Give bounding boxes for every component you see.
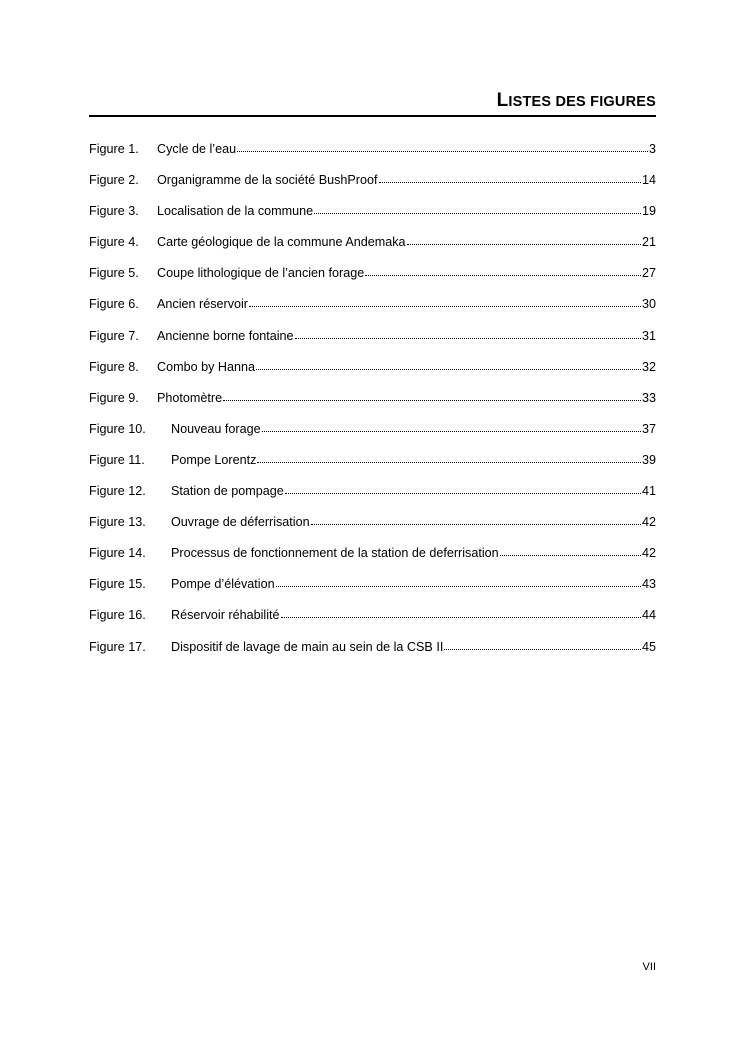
toc-entry-label: Figure 8.	[89, 359, 139, 374]
toc-entry-page: 14	[641, 173, 656, 188]
toc-entry-title: Organigramme de la société BushProof	[157, 173, 378, 188]
toc-entry-title: Combo by Hanna	[157, 359, 256, 374]
dot-leader	[285, 483, 641, 495]
toc-entry-title: Ancien réservoir	[157, 297, 248, 312]
toc-entry-label: Figure 17.	[89, 639, 146, 654]
toc-entry-title: Pompe Lorentz	[171, 452, 257, 467]
figure-list	[89, 140, 656, 669]
title-underline	[89, 115, 656, 117]
toc-entry-page: 3	[648, 142, 656, 156]
page-title-initial: L	[496, 90, 509, 111]
toc-entry[interactable]	[89, 358, 656, 389]
toc-entry-title: Dispositif de lavage de main au sein de la CSB II	[171, 639, 444, 654]
toc-entry-label: Figure 14.	[89, 546, 146, 561]
toc-entry-page: 39	[641, 452, 656, 467]
toc-entry-title: Cycle de l’eau	[157, 142, 237, 156]
dot-leader	[249, 296, 641, 308]
toc-entry[interactable]	[89, 420, 656, 451]
toc-entry-page: 42	[641, 546, 656, 561]
toc-entry[interactable]	[89, 482, 656, 513]
toc-entry-label: Figure 7.	[89, 328, 139, 343]
toc-entry-page: 43	[641, 577, 656, 592]
toc-entry-title: Station de pompage	[171, 484, 284, 499]
dot-leader	[276, 576, 641, 588]
toc-entry[interactable]	[89, 202, 656, 233]
dot-leader	[262, 421, 641, 433]
dot-leader	[311, 514, 641, 526]
toc-entry-label: Figure 5.	[89, 266, 139, 281]
toc-entry-page: 30	[641, 297, 656, 312]
dot-leader	[237, 141, 648, 153]
toc-entry-label: Figure 12.	[89, 484, 146, 499]
toc-entry-page: 32	[641, 359, 656, 374]
toc-entry-page: 27	[641, 266, 656, 281]
toc-entry-label: Figure 9.	[89, 390, 139, 405]
toc-entry-title: Pompe d’élévation	[171, 577, 275, 592]
toc-entry-title: Ancienne borne fontaine	[157, 328, 294, 343]
page-number: VII	[642, 961, 656, 973]
toc-entry[interactable]	[89, 575, 656, 606]
toc-entry-page: 41	[641, 484, 656, 499]
dot-leader	[223, 390, 641, 402]
toc-entry[interactable]	[89, 606, 656, 637]
toc-entry[interactable]	[89, 327, 656, 358]
dot-leader	[257, 452, 641, 464]
toc-entry[interactable]	[89, 140, 656, 171]
page-title-rest: ISTES DES FIGURES	[508, 94, 656, 110]
toc-entry[interactable]	[89, 233, 656, 264]
toc-entry-label: Figure 2.	[89, 173, 139, 188]
toc-entry[interactable]	[89, 544, 656, 575]
toc-entry-label: Figure 15.	[89, 577, 146, 592]
toc-entry-label: Figure 1.	[89, 142, 139, 156]
toc-entry[interactable]	[89, 638, 656, 669]
page-title	[497, 90, 656, 112]
toc-entry-page: 33	[641, 390, 656, 405]
toc-entry-page: 44	[641, 608, 656, 623]
dot-leader	[444, 639, 641, 651]
toc-entry[interactable]	[89, 264, 656, 295]
dot-leader	[256, 359, 641, 371]
dot-leader	[295, 328, 641, 340]
toc-entry-label: Figure 4.	[89, 235, 139, 250]
toc-entry-label: Figure 3.	[89, 204, 139, 219]
toc-entry[interactable]	[89, 513, 656, 544]
dot-leader	[379, 172, 641, 184]
toc-entry-title: Carte géologique de la commune Andemaka	[157, 235, 406, 250]
toc-entry-page: 21	[641, 235, 656, 250]
toc-entry-title: Processus de fonctionnement de la station de deferrisation	[171, 546, 499, 561]
toc-entry[interactable]	[89, 451, 656, 482]
toc-entry-title: Réservoir réhabilité	[171, 608, 280, 623]
toc-entry-title: Nouveau forage	[171, 421, 261, 436]
toc-entry-title: Photomètre	[157, 390, 223, 405]
toc-entry-label: Figure 16.	[89, 608, 146, 623]
dot-leader	[314, 203, 641, 215]
toc-entry-label: Figure 13.	[89, 515, 146, 530]
dot-leader	[281, 607, 641, 619]
dot-leader	[500, 545, 641, 557]
toc-entry-title: Localisation de la commune	[157, 204, 314, 219]
toc-entry-title: Coupe lithologique de l’ancien forage	[157, 266, 365, 281]
dot-leader	[365, 265, 641, 277]
dot-leader	[407, 234, 641, 246]
toc-entry[interactable]	[89, 389, 656, 420]
toc-entry-label: Figure 11.	[89, 452, 145, 467]
toc-entry-page: 37	[641, 421, 656, 436]
toc-entry-title: Ouvrage de déferrisation	[171, 515, 310, 530]
toc-entry-page: 31	[641, 328, 656, 343]
toc-entry-label: Figure 6.	[89, 297, 139, 312]
toc-entry[interactable]	[89, 171, 656, 202]
toc-entry-page: 19	[641, 204, 656, 219]
toc-entry-page: 45	[641, 639, 656, 654]
toc-entry-label: Figure 10.	[89, 421, 146, 436]
toc-entry-page: 42	[641, 515, 656, 530]
toc-entry[interactable]	[89, 295, 656, 326]
